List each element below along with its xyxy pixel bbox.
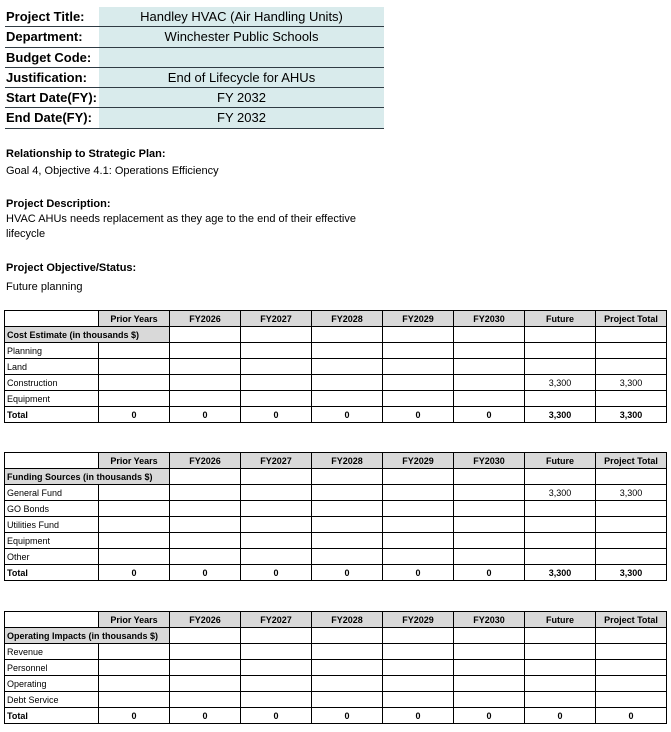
row-label: Personnel — [5, 660, 99, 676]
table-cell — [241, 533, 312, 549]
section-filler-cell — [312, 628, 383, 644]
row-label: Equipment — [5, 391, 99, 407]
project-objective-heading: Project Objective/Status: — [6, 262, 137, 274]
total-cell: 0 — [241, 565, 312, 581]
table-cell — [312, 660, 383, 676]
column-header: FY2028 — [312, 311, 383, 327]
table-cell — [454, 343, 525, 359]
total-cell: 0 — [170, 708, 241, 724]
table-cell: 3,300 — [525, 485, 596, 501]
table-cell — [170, 644, 241, 660]
total-cell: 0 — [99, 708, 170, 724]
table-cell — [596, 501, 667, 517]
column-header: FY2028 — [312, 612, 383, 628]
table-cell — [99, 644, 170, 660]
strategic-plan-text: Goal 4, Objective 4.1: Operations Efficiency — [6, 165, 219, 177]
table-cell — [312, 375, 383, 391]
table-row — [5, 343, 667, 359]
table-cell — [596, 644, 667, 660]
total-cell: 0 — [383, 407, 454, 423]
table-cell: 3,300 — [596, 485, 667, 501]
table-cell — [312, 517, 383, 533]
section-filler-cell — [596, 327, 667, 343]
table-cell — [454, 375, 525, 391]
section-filler-cell — [170, 628, 241, 644]
column-header: Prior Years — [99, 612, 170, 628]
table-cell — [596, 533, 667, 549]
table-row — [5, 517, 667, 533]
table-cell — [383, 343, 454, 359]
total-cell: 3,300 — [596, 565, 667, 581]
table-cell — [596, 391, 667, 407]
table-cell — [383, 644, 454, 660]
table-cell — [170, 343, 241, 359]
table-cell — [99, 692, 170, 708]
section-filler-cell — [383, 628, 454, 644]
row-label: Construction — [5, 375, 99, 391]
row-label: Operating — [5, 676, 99, 692]
column-header: FY2029 — [383, 453, 454, 469]
total-cell: 0 — [170, 565, 241, 581]
section-title: Cost Estimate (in thousands $) — [5, 327, 170, 343]
table-cell — [312, 676, 383, 692]
column-header: Project Total — [596, 453, 667, 469]
table-cell — [525, 549, 596, 565]
table-cell — [312, 644, 383, 660]
table-cell — [525, 676, 596, 692]
table-cell — [241, 660, 312, 676]
column-header: Prior Years — [99, 453, 170, 469]
table-cell — [99, 501, 170, 517]
total-row — [5, 708, 667, 724]
total-cell: 0 — [241, 407, 312, 423]
column-header-row — [5, 612, 667, 628]
section-filler-cell — [241, 469, 312, 485]
column-header: FY2027 — [241, 311, 312, 327]
column-header: FY2026 — [170, 612, 241, 628]
section-filler-cell — [454, 628, 525, 644]
table-row — [5, 501, 667, 517]
project-description-heading: Project Description: — [6, 198, 111, 210]
project-description-text: HVAC AHUs needs replacement as they age to the end of their effective lifecycle — [6, 213, 356, 240]
table-cell — [596, 517, 667, 533]
project-title-row — [5, 7, 384, 27]
table-cell — [99, 549, 170, 565]
table-cell — [454, 660, 525, 676]
start-date-label: Start Date(FY): — [5, 88, 99, 107]
table-cell — [99, 517, 170, 533]
column-header: FY2026 — [170, 453, 241, 469]
section-filler-cell — [596, 469, 667, 485]
section-filler-cell — [383, 327, 454, 343]
table-cell — [454, 501, 525, 517]
table-cell — [312, 533, 383, 549]
row-label: Planning — [5, 343, 99, 359]
table-cell — [170, 501, 241, 517]
column-header: FY2030 — [454, 612, 525, 628]
table-cell — [241, 343, 312, 359]
justification-value: End of Lifecycle for AHUs — [99, 68, 384, 87]
table-cell — [596, 676, 667, 692]
table-cell — [383, 533, 454, 549]
justification-label: Justification: — [5, 68, 99, 87]
table-cell — [525, 660, 596, 676]
funding-sources-table — [4, 452, 667, 581]
table-cell — [241, 501, 312, 517]
department-value: Winchester Public Schools — [99, 27, 384, 46]
project-objective-section — [6, 261, 136, 295]
table-row — [5, 644, 667, 660]
end-date-row — [5, 108, 384, 128]
total-row — [5, 407, 667, 423]
table-cell — [312, 343, 383, 359]
total-label: Total — [5, 407, 99, 423]
table-cell — [454, 644, 525, 660]
column-header: FY2029 — [383, 311, 454, 327]
table-cell — [454, 359, 525, 375]
table-cell — [170, 549, 241, 565]
table-cell — [170, 517, 241, 533]
project-objective-text: Future planning — [6, 281, 83, 293]
section-row — [5, 469, 667, 485]
table-cell — [525, 517, 596, 533]
table-cell — [99, 391, 170, 407]
total-cell: 0 — [454, 407, 525, 423]
table-row — [5, 660, 667, 676]
justification-row — [5, 68, 384, 88]
total-cell: 0 — [454, 565, 525, 581]
operating-impacts-table — [4, 611, 667, 724]
section-filler-cell — [241, 628, 312, 644]
project-info-block — [5, 7, 384, 129]
table-cell — [525, 533, 596, 549]
table-row — [5, 676, 667, 692]
department-row — [5, 27, 384, 47]
table-cell — [525, 359, 596, 375]
table-cell — [312, 692, 383, 708]
table-cell — [312, 501, 383, 517]
table-cell — [454, 676, 525, 692]
table-cell — [596, 660, 667, 676]
start-date-value: FY 2032 — [99, 88, 384, 107]
total-label: Total — [5, 565, 99, 581]
table-cell — [383, 501, 454, 517]
column-header: FY2029 — [383, 612, 454, 628]
table-cell — [99, 485, 170, 501]
table-row — [5, 549, 667, 565]
section-title: Funding Sources (in thousands $) — [5, 469, 170, 485]
row-label: Land — [5, 359, 99, 375]
project-title-value: Handley HVAC (Air Handling Units) — [99, 7, 384, 26]
table-cell — [596, 692, 667, 708]
column-header: FY2028 — [312, 453, 383, 469]
table-cell — [383, 359, 454, 375]
section-filler-cell — [170, 469, 241, 485]
table-cell — [170, 533, 241, 549]
table-cell — [241, 676, 312, 692]
table-cell — [312, 391, 383, 407]
total-cell: 0 — [241, 708, 312, 724]
start-date-row — [5, 88, 384, 108]
row-label: General Fund — [5, 485, 99, 501]
table-cell — [170, 660, 241, 676]
table-row — [5, 485, 667, 501]
column-header: Future — [525, 453, 596, 469]
total-cell: 0 — [99, 407, 170, 423]
section-filler-cell — [525, 469, 596, 485]
column-header: Future — [525, 612, 596, 628]
total-cell: 0 — [312, 708, 383, 724]
section-row — [5, 628, 667, 644]
table-cell — [596, 549, 667, 565]
section-filler-cell — [383, 469, 454, 485]
project-title-label: Project Title: — [5, 7, 99, 26]
table-cell — [383, 391, 454, 407]
column-header: FY2030 — [454, 311, 525, 327]
total-cell: 0 — [312, 407, 383, 423]
table-cell — [241, 359, 312, 375]
total-cell: 3,300 — [525, 407, 596, 423]
table-row — [5, 533, 667, 549]
total-label: Total — [5, 708, 99, 724]
total-cell: 3,300 — [525, 565, 596, 581]
column-header: FY2027 — [241, 612, 312, 628]
total-cell: 0 — [170, 407, 241, 423]
table-cell — [525, 343, 596, 359]
table-cell — [241, 517, 312, 533]
row-label: Equipment — [5, 533, 99, 549]
table-row — [5, 692, 667, 708]
table-cell — [99, 676, 170, 692]
table-cell — [312, 359, 383, 375]
section-filler-cell — [525, 327, 596, 343]
table-cell — [241, 391, 312, 407]
cost-estimate-table — [4, 310, 667, 423]
total-cell: 0 — [596, 708, 667, 724]
row-label: GO Bonds — [5, 501, 99, 517]
column-header: Project Total — [596, 311, 667, 327]
section-filler-cell — [241, 327, 312, 343]
column-header: FY2030 — [454, 453, 525, 469]
table-cell — [99, 343, 170, 359]
table-cell — [241, 549, 312, 565]
table-cell — [525, 501, 596, 517]
budget-code-value — [99, 48, 384, 67]
table-cell — [454, 533, 525, 549]
table-cell — [454, 549, 525, 565]
total-cell: 0 — [312, 565, 383, 581]
table-cell — [383, 692, 454, 708]
row-label: Debt Service — [5, 692, 99, 708]
header-corner-cell — [5, 311, 99, 327]
table-cell — [383, 660, 454, 676]
table-cell — [596, 343, 667, 359]
table-cell — [454, 517, 525, 533]
total-cell: 0 — [99, 565, 170, 581]
section-filler-cell — [596, 628, 667, 644]
column-header: Future — [525, 311, 596, 327]
table-cell — [383, 375, 454, 391]
total-cell: 0 — [383, 565, 454, 581]
strategic-plan-heading: Relationship to Strategic Plan: — [6, 148, 166, 160]
table-cell — [383, 485, 454, 501]
total-cell: 0 — [383, 708, 454, 724]
table-cell — [99, 359, 170, 375]
section-filler-cell — [312, 469, 383, 485]
column-header: Project Total — [596, 612, 667, 628]
table-row — [5, 375, 667, 391]
column-header: FY2026 — [170, 311, 241, 327]
budget-code-label: Budget Code: — [5, 48, 99, 67]
table-cell — [383, 549, 454, 565]
row-label: Utilities Fund — [5, 517, 99, 533]
table-cell — [241, 485, 312, 501]
table-cell — [170, 391, 241, 407]
table-cell: 3,300 — [525, 375, 596, 391]
table-cell — [99, 660, 170, 676]
row-label: Revenue — [5, 644, 99, 660]
table-cell — [241, 375, 312, 391]
total-cell: 3,300 — [596, 407, 667, 423]
header-corner-cell — [5, 453, 99, 469]
section-filler-cell — [312, 327, 383, 343]
table-cell — [383, 676, 454, 692]
table-cell — [170, 692, 241, 708]
total-row — [5, 565, 667, 581]
table-cell — [383, 517, 454, 533]
project-description-section — [6, 197, 366, 242]
table-cell — [454, 485, 525, 501]
total-cell: 0 — [525, 708, 596, 724]
table-cell — [312, 549, 383, 565]
table-cell — [454, 692, 525, 708]
table-cell: 3,300 — [596, 375, 667, 391]
budget-code-row — [5, 48, 384, 68]
end-date-label: End Date(FY): — [5, 108, 99, 127]
column-header: FY2027 — [241, 453, 312, 469]
column-header-row — [5, 453, 667, 469]
row-label: Other — [5, 549, 99, 565]
table-row — [5, 391, 667, 407]
section-filler-cell — [454, 469, 525, 485]
department-label: Department: — [5, 27, 99, 46]
section-row — [5, 327, 667, 343]
section-filler-cell — [525, 628, 596, 644]
table-cell — [241, 644, 312, 660]
table-cell — [525, 644, 596, 660]
table-cell — [99, 533, 170, 549]
table-cell — [99, 375, 170, 391]
table-cell — [170, 676, 241, 692]
table-cell — [241, 692, 312, 708]
strategic-plan-section — [6, 147, 219, 179]
table-cell — [454, 391, 525, 407]
table-cell — [170, 485, 241, 501]
table-cell — [170, 375, 241, 391]
section-filler-cell — [170, 327, 241, 343]
table-cell — [525, 692, 596, 708]
column-header: Prior Years — [99, 311, 170, 327]
table-row — [5, 359, 667, 375]
section-filler-cell — [454, 327, 525, 343]
header-corner-cell — [5, 612, 99, 628]
table-cell — [525, 391, 596, 407]
column-header-row — [5, 311, 667, 327]
section-title: Operating Impacts (in thousands $) — [5, 628, 170, 644]
end-date-value: FY 2032 — [99, 108, 384, 127]
table-cell — [170, 359, 241, 375]
table-cell — [596, 359, 667, 375]
total-cell: 0 — [454, 708, 525, 724]
table-cell — [312, 485, 383, 501]
